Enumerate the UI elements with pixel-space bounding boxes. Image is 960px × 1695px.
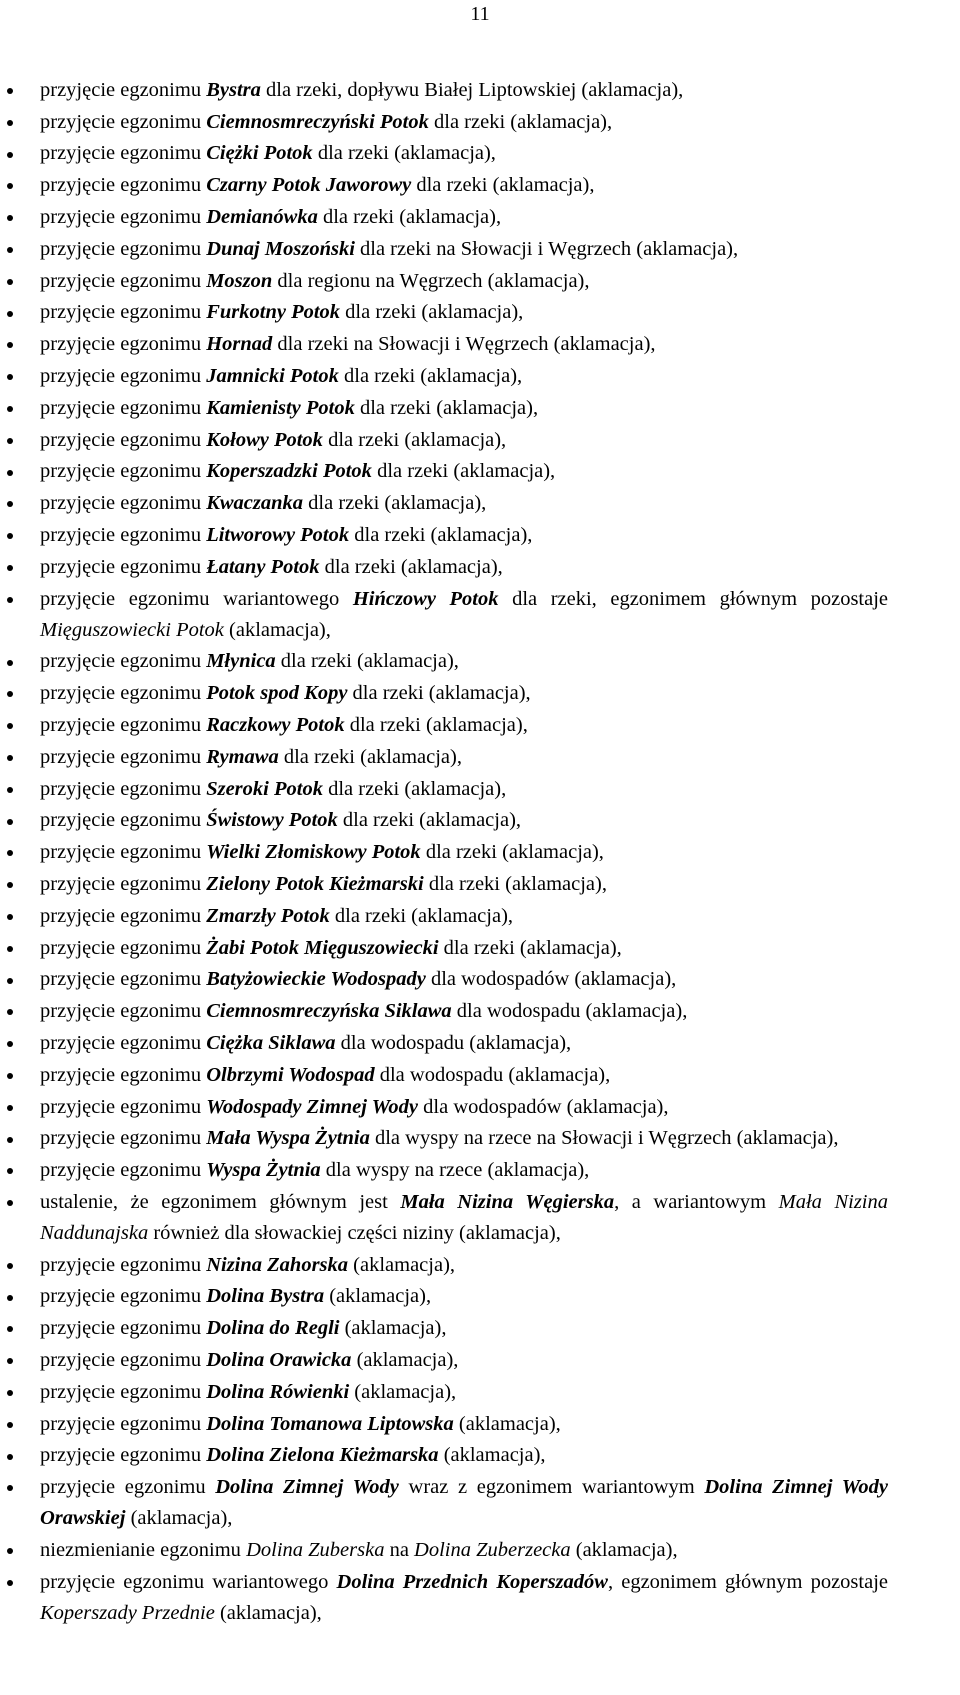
- list-item: [40, 646, 888, 678]
- item-text: , egzonimem głównym pozostaje: [607, 1570, 889, 1593]
- item-text: przyjęcie egzonimu: [40, 1380, 207, 1403]
- item-text: przyjęcie egzonimu: [40, 428, 207, 451]
- exonym-bold-italic: Moszon: [206, 269, 273, 292]
- exonym-bold-italic: Dolina Orawicka: [206, 1349, 352, 1372]
- list-item: [40, 773, 888, 805]
- item-text: (aklamacja),: [223, 618, 331, 641]
- exonym-bold-italic: Ciężki Potok: [206, 142, 313, 165]
- item-text: dla rzeki (aklamacja),: [322, 428, 507, 451]
- exonym-bold-italic: Jamnicki Potok: [206, 364, 339, 387]
- item-text: przyjęcie egzonimu: [40, 1444, 207, 1467]
- exonym-bold-italic: Dolina Bystra: [206, 1285, 325, 1308]
- list-item: [40, 900, 888, 932]
- item-text: dla regionu na Węgrzech (aklamacja),: [272, 269, 590, 292]
- item-text: dla rzeki (aklamacja),: [303, 492, 487, 515]
- item-text: przyjęcie egzonimu: [40, 841, 207, 864]
- exonym-bold-italic: Żabi Potok Mięguszowiecki: [206, 936, 439, 959]
- list-item: [40, 424, 888, 456]
- item-text: dla wyspy na rzece (aklamacja),: [320, 1159, 590, 1182]
- list-item: [40, 201, 888, 233]
- item-text: na: [384, 1539, 415, 1562]
- item-text: przyjęcie egzonimu: [40, 523, 207, 546]
- exonym-bold-italic: Zielony Potok Kieżmarski: [206, 872, 424, 895]
- list-item: [40, 709, 888, 741]
- exonym-bold-italic: Kamienisty Potok: [206, 396, 355, 419]
- exonym-italic: Koperszady Przednie: [40, 1601, 215, 1624]
- list-item: [40, 677, 888, 709]
- item-text: ustalenie, że egzonimem głównym jest: [40, 1190, 401, 1213]
- item-text: przyjęcie egzonimu: [40, 745, 207, 768]
- exonym-bold-italic: Olbrzymi Wodospad: [206, 1063, 375, 1086]
- exonym-bold-italic: Łatany Potok: [206, 555, 320, 578]
- item-text: przyjęcie egzonimu: [40, 333, 207, 356]
- list-item: [40, 328, 888, 360]
- list-item: [40, 1027, 888, 1059]
- item-text: dla rzeki, egzonimem głównym pozostaje: [498, 587, 889, 610]
- item-text: przyjęcie egzonimu: [40, 1285, 207, 1308]
- item-text: przyjęcie egzonimu: [40, 1095, 207, 1118]
- list-item: [40, 1534, 888, 1566]
- exonym-bold-italic: Rymawa: [206, 745, 279, 768]
- list-item: [40, 360, 888, 392]
- item-text: przyjęcie egzonimu: [40, 650, 207, 673]
- item-text: dla wodospadów (aklamacja),: [418, 1095, 669, 1118]
- item-text: (aklamacja),: [339, 1317, 447, 1340]
- item-text: dla rzeki (aklamacja),: [371, 460, 556, 483]
- item-text: dla rzeki (aklamacja),: [275, 650, 459, 673]
- item-text: przyjęcie egzonimu: [40, 713, 207, 736]
- item-text: przyjęcie egzonimu: [40, 1031, 207, 1054]
- item-text: przyjęcie egzonimu: [40, 174, 207, 197]
- item-text: dla rzeki (aklamacja),: [322, 777, 507, 800]
- item-text: przyjęcie egzonimu: [40, 555, 207, 578]
- exonym-bold-italic: Raczkowy Potok: [206, 713, 345, 736]
- item-text: , a wariantowym: [614, 1190, 779, 1213]
- item-text: przyjęcie egzonimu: [40, 1349, 207, 1372]
- exonym-bold-italic: Ciemnosmreczyńska Siklawa: [206, 1000, 452, 1023]
- item-text: przyjęcie egzonimu: [40, 301, 207, 324]
- exonym-italic: Dolina Zuberzecka: [414, 1539, 571, 1562]
- exonym-bold-italic: Kwaczanka: [206, 492, 304, 515]
- exonym-bold-italic: Wodospady Zimnej Wody: [206, 1095, 419, 1118]
- item-text: przyjęcie egzonimu: [40, 936, 207, 959]
- item-text: przyjęcie egzonimu: [40, 872, 207, 895]
- exonym-bold-italic: Hińczowy Potok: [352, 587, 499, 610]
- exonym-bold-italic: Dunaj Moszoński: [206, 237, 355, 260]
- exonym-bold-italic: Dolina Rówienki: [206, 1380, 350, 1403]
- list-item: [40, 868, 888, 900]
- item-text: przyjęcie egzonimu: [40, 1476, 216, 1499]
- item-text: przyjęcie egzonimu: [40, 904, 207, 927]
- item-text: dla rzeki (aklamacja),: [319, 555, 503, 578]
- item-text: przyjęcie egzonimu: [40, 1412, 207, 1435]
- list-item: [40, 836, 888, 868]
- item-text: przyjęcie egzonimu: [40, 1000, 207, 1023]
- item-text: wraz z egzonimem wariantowym: [398, 1476, 705, 1499]
- exonym-bold-italic: Litworowy Potok: [206, 523, 350, 546]
- list-item: [40, 1376, 888, 1408]
- item-text: przyjęcie egzonimu: [40, 269, 207, 292]
- exonym-bold-italic: Dolina Tomanowa Liptowska: [206, 1412, 454, 1435]
- list-item: [40, 297, 888, 329]
- list-item: [40, 1154, 888, 1186]
- item-text: przyjęcie egzonimu: [40, 78, 207, 101]
- item-text: dla rzeki (aklamacja),: [278, 745, 462, 768]
- list-item: [40, 233, 888, 265]
- list-item: [40, 1123, 888, 1155]
- item-text: przyjęcie egzonimu: [40, 1317, 207, 1340]
- exonym-bold-italic: Demianówka: [206, 205, 318, 228]
- exonym-bold-italic: Furkotny Potok: [206, 301, 341, 324]
- item-text: dla rzeki (aklamacja),: [411, 174, 595, 197]
- item-text: przyjęcie egzonimu: [40, 142, 207, 165]
- exonym-bold-italic: Ciemnosmreczyński Potok: [206, 110, 429, 133]
- item-text: dla rzeki (aklamacja),: [420, 841, 604, 864]
- item-text: (aklamacja),: [214, 1601, 322, 1624]
- list-item: [40, 1059, 888, 1091]
- item-text: dla rzeki (aklamacja),: [438, 936, 622, 959]
- item-text: przyjęcie egzonimu wariantowego: [40, 587, 353, 610]
- list-item: [40, 487, 888, 519]
- exonym-bold-italic: Szeroki Potok: [206, 777, 323, 800]
- exonym-bold-italic: Wyspa Żytnia: [206, 1159, 321, 1182]
- exonym-bold-italic: Batyżowieckie Wodospady: [206, 968, 426, 991]
- item-text: dla rzeki na Słowacji i Węgrzech (aklamacja),: [354, 237, 739, 260]
- item-text: również dla słowackiej części niziny (aklamacja),: [148, 1221, 561, 1244]
- list-item: [40, 519, 888, 551]
- item-text: dla rzeki (aklamacja),: [312, 142, 496, 165]
- exonym-bold-italic: Mała Wyspa Żytnia: [206, 1127, 370, 1150]
- item-text: (aklamacja),: [349, 1380, 457, 1403]
- exonym-bold-italic: Bystra: [206, 78, 261, 101]
- item-text: (aklamacja),: [125, 1507, 233, 1530]
- list-item: [40, 265, 888, 297]
- list-item: [40, 456, 888, 488]
- list-item: [40, 995, 888, 1027]
- list-item: [40, 138, 888, 170]
- list-item: [40, 1281, 888, 1313]
- item-text: dla wodospadów (aklamacja),: [425, 968, 677, 991]
- exonym-bold-italic: Dolina Zielona Kieżmarska: [206, 1444, 439, 1467]
- item-text: dla rzeki (aklamacja),: [423, 872, 607, 895]
- list-item: [40, 932, 888, 964]
- item-text: przyjęcie egzonimu: [40, 110, 207, 133]
- list-item: [40, 1471, 888, 1534]
- item-text: dla rzeki, dopływu Białej Liptowskiej (aklamacja),: [260, 78, 684, 101]
- item-text: niezmienianie egzonimu: [40, 1539, 247, 1562]
- exonym-bold-italic: Dolina do Regli: [206, 1317, 340, 1340]
- list-item: [40, 169, 888, 201]
- list-item: [40, 106, 888, 138]
- list-item: [40, 1344, 888, 1376]
- list-item: [40, 392, 888, 424]
- item-text: przyjęcie egzonimu: [40, 364, 207, 387]
- exonym-bold-italic: Koperszadzki Potok: [206, 460, 372, 483]
- item-text: dla rzeki (aklamacja),: [347, 682, 531, 705]
- exonym-bold-italic: Ciężka Siklawa: [206, 1031, 336, 1054]
- exonym-italic: Dolina Zuberska: [246, 1539, 385, 1562]
- list-item: [40, 1186, 888, 1249]
- item-text: dla rzeki (aklamacja),: [349, 523, 533, 546]
- item-text: dla rzeki (aklamacja),: [317, 205, 502, 228]
- exonym-bold-italic: Mała Nizina Węgierska: [400, 1190, 615, 1213]
- item-text: dla wodospadu (aklamacja),: [374, 1063, 611, 1086]
- item-text: dla wodospadu (aklamacja),: [451, 1000, 688, 1023]
- exonym-bold-italic: Dolina Zimnej Wody: [215, 1476, 399, 1499]
- list-item: [40, 1312, 888, 1344]
- list-item: [40, 741, 888, 773]
- item-text: dla rzeki (aklamacja),: [340, 301, 524, 324]
- item-text: dla rzeki (aklamacja),: [354, 396, 539, 419]
- list-item: [40, 551, 888, 583]
- item-text: (aklamacja),: [348, 1253, 456, 1276]
- item-text: przyjęcie egzonimu: [40, 968, 207, 991]
- item-text: przyjęcie egzonimu: [40, 1063, 207, 1086]
- item-text: przyjęcie egzonimu: [40, 1253, 207, 1276]
- item-text: dla wodospadu (aklamacja),: [335, 1031, 572, 1054]
- item-text: (aklamacja),: [453, 1412, 561, 1435]
- exonym-bold-italic: Hornad: [206, 333, 273, 356]
- item-text: dla rzeki (aklamacja),: [329, 904, 514, 927]
- exonym-bold-italic: Kołowy Potok: [206, 428, 323, 451]
- resolution-list: [0, 74, 960, 1629]
- item-text: (aklamacja),: [324, 1285, 432, 1308]
- item-text: przyjęcie egzonimu: [40, 777, 207, 800]
- item-text: przyjęcie egzonimu: [40, 460, 207, 483]
- item-text: dla rzeki (aklamacja),: [428, 110, 613, 133]
- exonym-bold-italic: Dolina Zimnej Wody Orawskiej: [40, 1476, 889, 1530]
- exonym-bold-italic: Młynica: [206, 650, 276, 673]
- exonym-bold-italic: Czarny Potok Jaworowy: [206, 174, 412, 197]
- item-text: przyjęcie egzonimu: [40, 396, 207, 419]
- item-text: dla rzeki (aklamacja),: [337, 809, 522, 832]
- list-item: [40, 1408, 888, 1440]
- list-item: [40, 805, 888, 837]
- exonym-bold-italic: Zmarzły Potok: [206, 904, 330, 927]
- item-text: przyjęcie egzonimu: [40, 682, 207, 705]
- item-text: przyjęcie egzonimu: [40, 205, 207, 228]
- item-text: dla rzeki (aklamacja),: [338, 364, 523, 387]
- exonym-bold-italic: Świstowy Potok: [206, 809, 338, 832]
- exonym-italic: Mała Nizina Naddunajska: [40, 1190, 888, 1244]
- item-text: przyjęcie egzonimu wariantowego: [40, 1570, 337, 1593]
- list-item: [40, 1091, 888, 1123]
- exonym-italic: Mięguszowiecki Potok: [40, 618, 224, 641]
- item-text: dla wyspy na rzece na Słowacji i Węgrzech (aklamacja),: [369, 1127, 839, 1150]
- item-text: przyjęcie egzonimu: [40, 1127, 207, 1150]
- list-item: [40, 1249, 888, 1281]
- exonym-bold-italic: Potok spod Kopy: [206, 682, 348, 705]
- item-text: dla rzeki na Słowacji i Węgrzech (aklamacja),: [272, 333, 656, 356]
- item-text: przyjęcie egzonimu: [40, 809, 207, 832]
- item-text: przyjęcie egzonimu: [40, 237, 207, 260]
- list-item: [40, 1566, 888, 1629]
- exonym-bold-italic: Nizina Zahorska: [206, 1253, 349, 1276]
- item-text: przyjęcie egzonimu: [40, 1159, 207, 1182]
- item-text: (aklamacja),: [438, 1444, 546, 1467]
- item-text: (aklamacja),: [570, 1539, 678, 1562]
- list-item: [40, 74, 888, 106]
- exonym-bold-italic: Dolina Przednich Koperszadów: [336, 1570, 608, 1593]
- list-item: [40, 1440, 888, 1472]
- item-text: przyjęcie egzonimu: [40, 492, 207, 515]
- item-text: (aklamacja),: [351, 1349, 459, 1372]
- item-text: dla rzeki (aklamacja),: [344, 713, 528, 736]
- list-item: [40, 583, 888, 646]
- exonym-bold-italic: Wielki Złomiskowy Potok: [206, 841, 421, 864]
- page-number: 11: [470, 3, 490, 25]
- list-item: [40, 964, 888, 996]
